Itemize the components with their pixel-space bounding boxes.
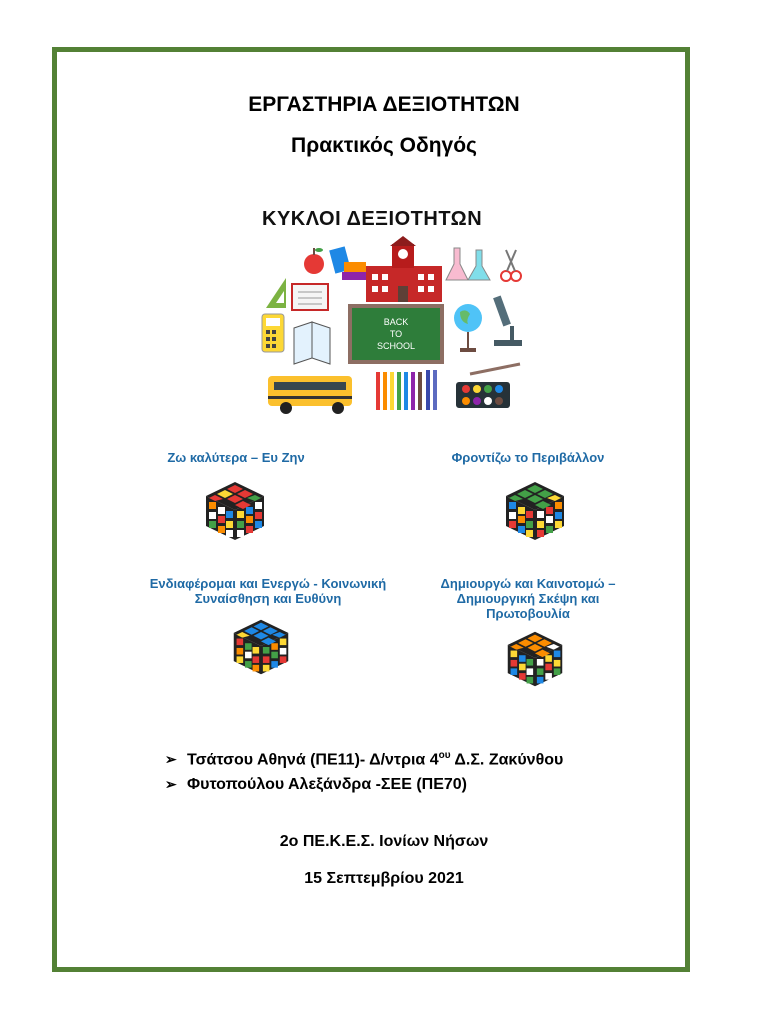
back-to-school-illustration [258, 236, 530, 420]
school-building-icon [366, 236, 442, 302]
board-text-3: SCHOOL [376, 341, 416, 351]
rubiks-cube-icon-green [502, 478, 568, 544]
author-item-1 [165, 745, 563, 773]
board-text-1: BACK [383, 317, 409, 327]
author-1-school: Δ.Σ. Ζακύνθου [450, 751, 564, 769]
arrow-bullet-icon: ➢ [165, 776, 177, 792]
collage-heading: ΚΥΚΛΟΙ ΔΕΞΙΟΤΗΤΩΝ [262, 208, 483, 230]
flasks-icon [446, 248, 490, 280]
notebook-icon [292, 284, 328, 310]
board-text-2: TO [389, 329, 403, 339]
chalkboard-icon [348, 304, 444, 364]
authors-list [165, 745, 563, 801]
apple-icon [304, 248, 324, 274]
circle-caption-1: Ζω καλύτερα – Ευ Ζην [167, 450, 305, 465]
author-1-superscript: ου [438, 750, 451, 761]
document-subtitle: Πρακτικός Οδηγός [291, 134, 477, 157]
document-title: ΕΡΓΑΣΤΗΡΙΑ ΔΕΞΙΟΤΗΤΩΝ [248, 93, 520, 116]
rubiks-cube-icon-orange [504, 628, 566, 690]
pencils-icon [376, 370, 437, 410]
circle-caption-2: Φροντίζω το Περιβάλλον [451, 450, 605, 465]
open-book-icon [294, 322, 330, 364]
globe-icon [454, 304, 482, 352]
set-square-icon [266, 278, 286, 308]
author-1-name: Τσάτσου Αθηνά (ΠΕ11)- Δ/ντρια 4 [187, 751, 439, 769]
school-bus-icon [268, 376, 352, 414]
scissors-icon [501, 250, 521, 281]
books-icon [329, 246, 366, 280]
microscope-icon [493, 296, 522, 346]
calculator-icon [262, 314, 284, 352]
date: 15 Σεπτεμβρίου 2021 [304, 870, 464, 887]
arrow-bullet-icon: ➢ [165, 751, 177, 768]
rubiks-cube-icon-red [202, 478, 268, 544]
rubiks-cube-icon-blue [230, 616, 292, 678]
skill-circles-panel [128, 436, 640, 696]
circle-caption-3: Ενδιαφέρομαι και Ενεργώ - Κοινωνική Συναίσθηση και Ευθύνη [149, 576, 387, 606]
author-item-2 [165, 773, 563, 801]
organization: 2ο ΠΕ.Κ.Ε.Σ. Ιονίων Νήσων [279, 833, 489, 850]
author-2-name: Φυτοπούλου Αλεξάνδρα -ΣΕΕ (ΠΕ70) [187, 776, 467, 793]
circle-caption-4: Δημιουργώ και Καινοτομώ – Δημιουργική Σκέψη και Πρωτοβουλία [440, 576, 616, 621]
paint-palette-icon [456, 364, 520, 408]
